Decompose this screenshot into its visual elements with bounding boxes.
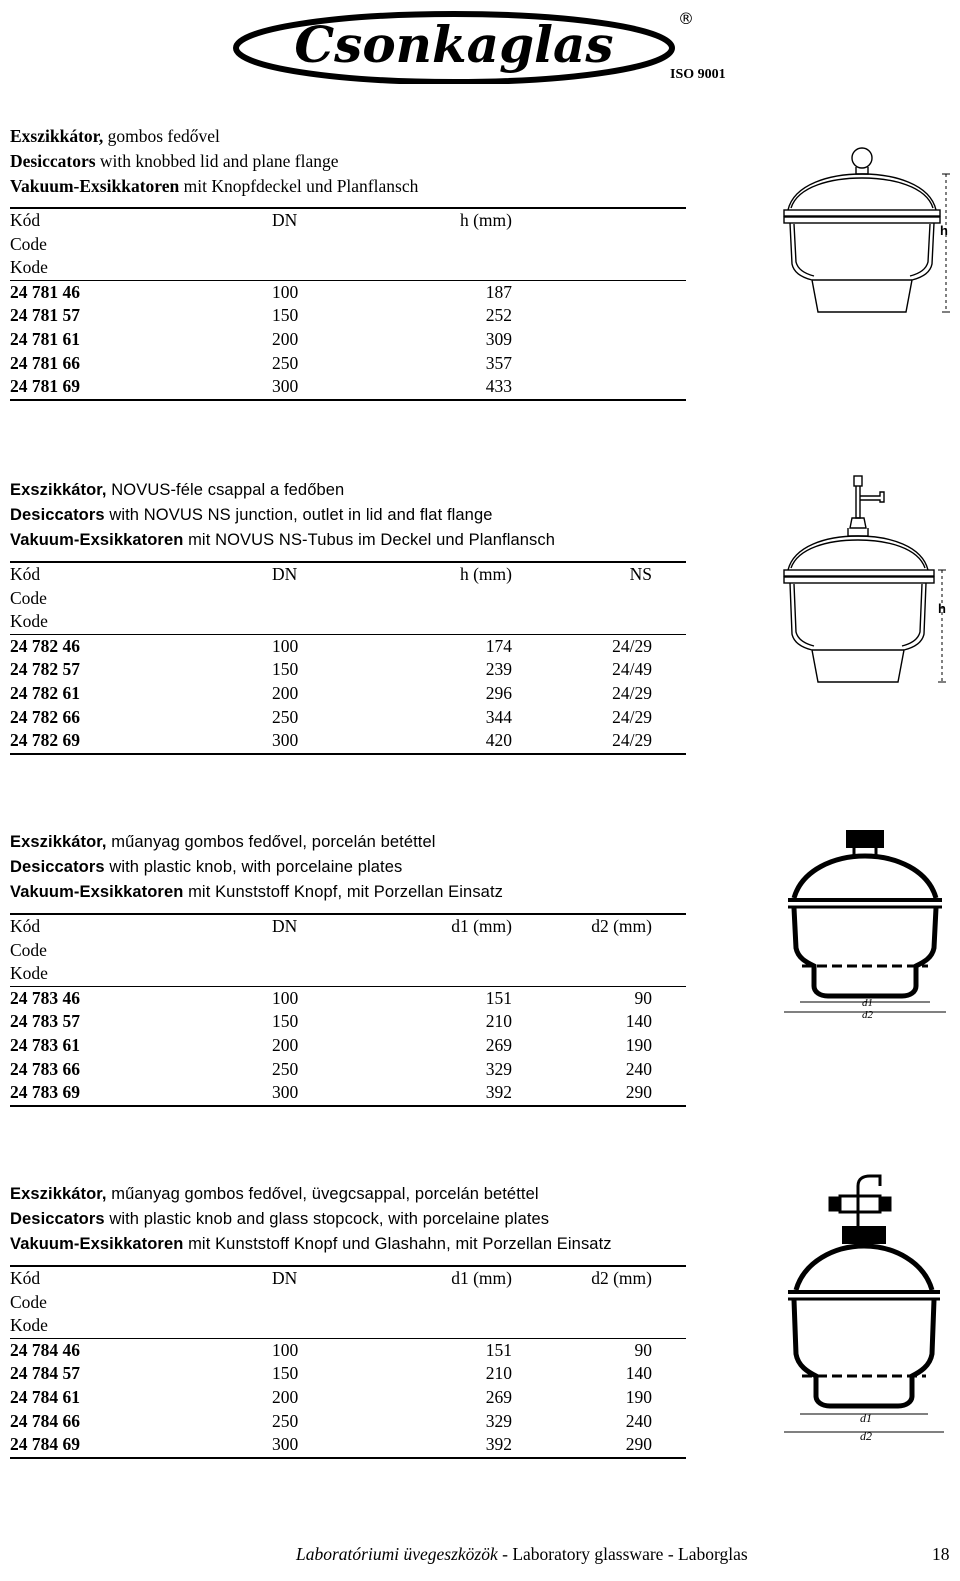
d2-label: d2 [862,1009,873,1021]
title-hu: Exszikkátor, NOVUS-féle csappal a fedőben [10,481,345,499]
height-label: h [940,223,948,238]
table-row: 24 781 69 300 433 [10,375,686,400]
table-row: 24 784 69 300 392 290 [10,1433,686,1458]
table-row: 24 782 69 300 420 24/29 [10,729,686,754]
title-de: Vakuum-Exsikkatoren mit Knopfdeckel und Planflansch [10,176,419,196]
table-row: 24 782 46 100 174 24/29 [10,635,652,656]
registered-mark: ® [678,9,694,28]
table-row: 24 783 66 250 329 240 [10,1058,652,1079]
title-hu: Exszikkátor, gombos fedővel [10,126,220,146]
spec-table: Kód DN d1 (mm) d2 (mm) Code Kode 24 783 46 100 151 90 24 783 57 150 210 140 24 783 61 200 269 190 24 783 66 250 329 240 24 783 69 300 392 290 [10,913,686,1107]
desiccator-plastic-knob-drawing [780,826,950,1021]
table-row: 24 782 61 200 296 24/29 [10,682,652,703]
footer-text: Laboratóriumi üvegeszközök - Laboratory glassware - Laborglas [296,1544,748,1564]
table-row: 24 781 46 100 187 [10,281,512,302]
table-row: 24 784 61 200 269 190 [10,1386,652,1407]
d1-label: d1 [860,1411,872,1425]
spec-table: Kód DN d1 (mm) d2 (mm) Code Kode 24 784 46 100 151 90 24 784 57 150 210 140 24 784 61 200 269 190 24 784 66 250 329 240 24 784 69 300 392 290 [10,1265,686,1459]
table-row: 24 781 61 200 309 [10,328,512,349]
section-2 [10,478,686,755]
title-en: Desiccators with knobbed lid and plane flange [10,151,339,171]
section-1 [10,124,686,401]
table-row: 24 781 57 150 252 [10,305,512,326]
table-row: 24 783 46 100 151 90 [10,987,652,1008]
table-row: 24 781 66 250 357 [10,352,512,373]
table-row: 24 782 66 250 344 24/29 [10,706,652,727]
table-row: 24 783 57 150 210 140 [10,1011,652,1032]
d1-label: d1 [862,997,873,1009]
table-row: 24 783 69 300 392 290 [10,1081,686,1106]
table-row: 24 784 66 250 329 240 [10,1410,652,1431]
desiccator-novus-drawing [778,470,954,720]
height-label: h [938,601,946,616]
spec-table: Kód DN h (mm) NS Code Kode 24 782 46 100 174 24/29 24 782 57 150 239 24/49 24 782 61 200 296 24/29 24 782 66 250 344 24/29 24 782 69 300 420 24/29 [10,561,686,755]
table-row: 24 782 57 150 239 24/49 [10,659,652,680]
section-4 [10,1182,686,1459]
table-row: 24 784 57 150 210 140 [10,1363,652,1384]
table-row: 24 784 46 100 151 90 [10,1339,652,1360]
table-row: 24 783 61 200 269 190 [10,1034,652,1055]
title-en: Desiccators with plastic knob, with porcelaine plates [10,858,403,876]
iso-label: ISO 9001 [670,67,726,82]
title-de: Vakuum-Exsikkatoren mit Kunststoff Knopf und Glashahn, mit Porzellan Einsatz [10,1235,612,1253]
csonkaglas-logo [226,4,746,84]
logo-text: Csonkaglas [294,15,614,74]
title-de: Vakuum-Exsikkatoren mit NOVUS NS-Tubus im Deckel und Planflansch [10,531,556,549]
desiccator-knob-lid-drawing [772,140,954,326]
title-en: Desiccators with plastic knob and glass stopcock, with porcelaine plates [10,1210,550,1228]
title-hu: Exszikkátor, műanyag gombos fedővel, porcelán betéttel [10,833,436,851]
spec-table: Kód DN h (mm) Code Kode 24 781 46 100 187 24 781 57 150 252 24 781 61 200 309 24 781 66 250 357 24 781 69 300 433 [10,207,686,401]
desiccator-stopcock-drawing [780,1170,950,1445]
section-3 [10,830,686,1107]
title-en: Desiccators with NOVUS NS junction, outlet in lid and flat flange [10,506,493,524]
d2-label: d2 [860,1429,872,1443]
page-number: 18 [932,1544,950,1564]
title-de: Vakuum-Exsikkatoren mit Kunststoff Knopf, mit Porzellan Einsatz [10,883,503,901]
title-hu: Exszikkátor, műanyag gombos fedővel, üvegcsappal, porcelán betéttel [10,1185,539,1203]
page-footer [0,1544,960,1568]
